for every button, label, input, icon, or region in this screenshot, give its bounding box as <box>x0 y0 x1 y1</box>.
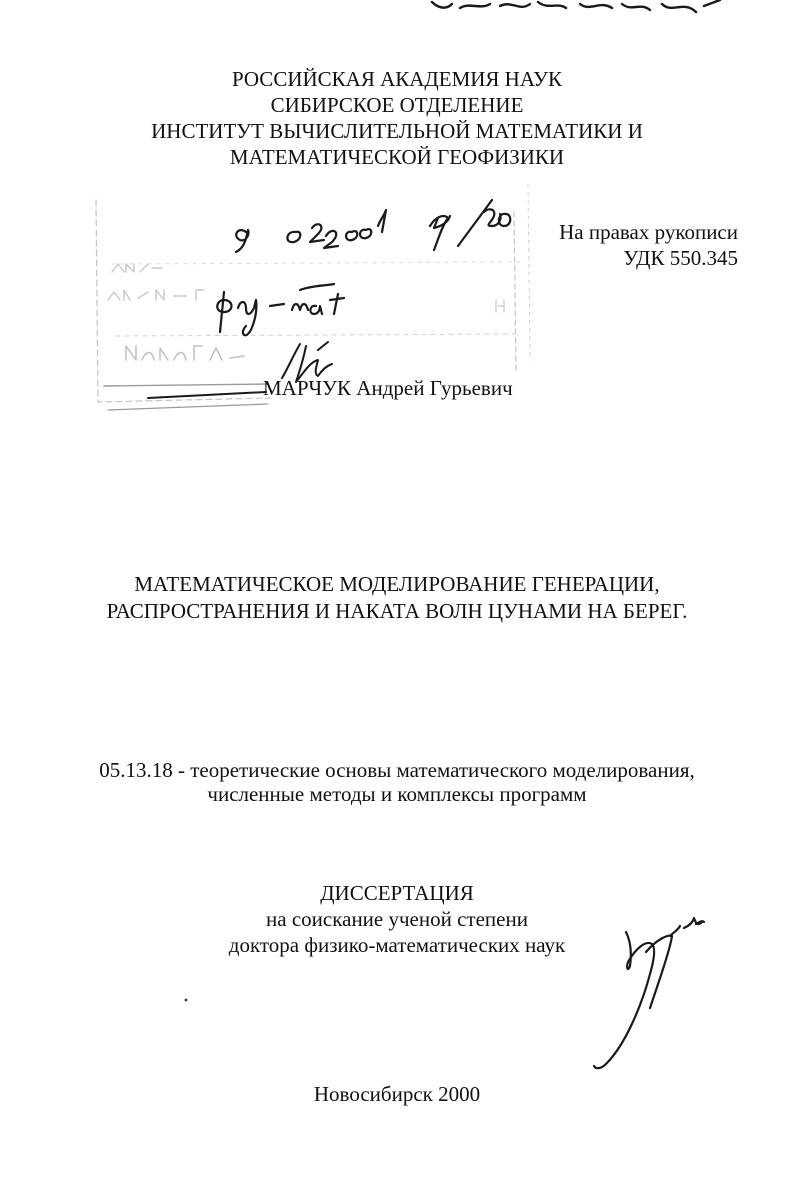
degree-line-1: на соискание ученой степени <box>266 907 528 931</box>
specialty-line-1: 05.13.18 - теоретические основы математического моделирования, <box>99 758 695 782</box>
org-name-line-4: МАТЕМАТИЧЕСКОЙ ГЕОФИЗИКИ <box>229 145 565 169</box>
place-and-year: Новосибирск 2000 <box>313 1082 481 1106</box>
degree-heading: ДИССЕРТАЦИЯ <box>320 881 474 905</box>
rights-label: На правах рукописи <box>559 220 738 244</box>
degree-line-2: доктора физико-математических наук <box>228 933 566 957</box>
thesis-title-line-1: МАТЕМАТИЧЕСКОЕ МОДЕЛИРОВАНИЕ ГЕНЕРАЦИИ, <box>134 572 660 596</box>
author-name: МАРЧУК Андрей Гурьевич <box>263 376 513 400</box>
thesis-title-line-2: РАСПРОСТРАНЕНИЯ И НАКАТА ВОЛН ЦУНАМИ НА БЕРЕГ. <box>106 599 688 623</box>
udc-code: УДК 550.345 <box>623 246 738 270</box>
org-name-line-1: РОССИЙСКАЯ АКАДЕМИЯ НАУК <box>231 67 563 91</box>
org-name-line-2: СИБИРСКОЕ ОТДЕЛЕНИЕ <box>270 93 524 117</box>
specialty-line-2: численные методы и комплексы программ <box>207 782 587 806</box>
org-name-line-3: ИНСТИТУТ ВЫЧИСЛИТЕЛЬНОЙ МАТЕМАТИКИ И <box>151 119 643 143</box>
